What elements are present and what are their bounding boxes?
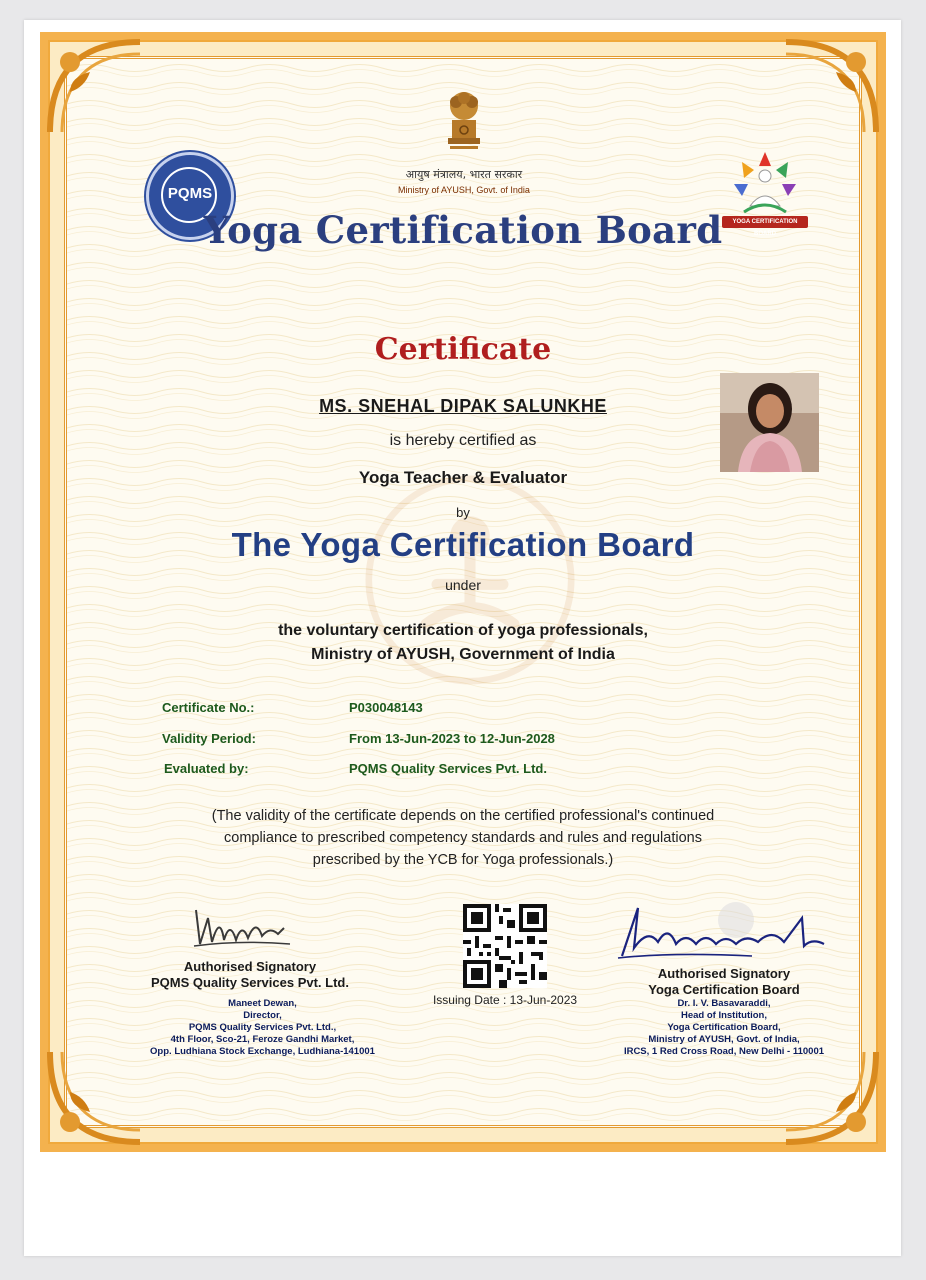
- certified-role: Yoga Teacher & Evaluator: [358, 468, 568, 487]
- validity-label: Validity Period:: [162, 731, 256, 746]
- certificate-heading: Certificate: [374, 332, 552, 367]
- left-signatory-line-1: Maneet Dewan,: [228, 998, 297, 1009]
- ycb-logo-caption: YOGA CERTIFICATION BOARD: [722, 216, 808, 228]
- recipient-name: MS. SNEHAL DIPAK SALUNKHE: [319, 396, 607, 416]
- under-text: under: [445, 577, 481, 593]
- right-signatory-line-2: Head of Institution,: [680, 1010, 768, 1021]
- voluntary-line-1: the voluntary certification of yoga professionals,: [278, 622, 648, 639]
- left-signatory-line-2: Director,: [243, 1010, 282, 1021]
- right-signatory-org: Yoga Certification Board: [648, 982, 800, 997]
- right-signature-image: [612, 898, 838, 964]
- corner-ornament-top-right: [776, 32, 886, 142]
- right-signatory-line-3: Yoga Certification Board,: [667, 1022, 781, 1033]
- validity-note-line-3: prescribed by the YCB for Yoga professionals.): [312, 852, 614, 868]
- ycb-lotus-icon: [720, 146, 810, 222]
- certified-as-text: is hereby certified as: [389, 432, 537, 449]
- validity-note-line-1: (The validity of the certificate depends on the certified professional's continued: [211, 808, 715, 824]
- right-signatory-line-1: Dr. I. V. Basavaraddi,: [677, 998, 771, 1009]
- right-signatory-line-5: IRCS, 1 Red Cross Road, New Delhi - 110001: [623, 1046, 825, 1057]
- person-photo-icon: [720, 373, 819, 472]
- corner-ornament-bottom-right: [776, 1042, 886, 1152]
- board-name: The Yoga Certification Board: [231, 526, 695, 563]
- ministry-line: Ministry of AYUSH, Govt. of India: [398, 185, 530, 195]
- issuing-date: Issuing Date : 13-Jun-2023: [432, 993, 578, 1007]
- pqms-seal-text: PQMS: [167, 185, 213, 202]
- evaluated-by-label: Evaluated by:: [164, 761, 249, 776]
- left-signatory-title: Authorised Signatory: [183, 959, 317, 974]
- national-emblem-icon: [440, 86, 488, 160]
- corner-ornament-top-left: [40, 32, 150, 142]
- certificate-no-value: P030048143: [349, 700, 423, 715]
- qr-code-icon: [463, 904, 547, 988]
- corner-ornament-bottom-left: [40, 1042, 150, 1152]
- board-title: Yoga Certification Board: [203, 208, 723, 252]
- validity-value: From 13-Jun-2023 to 12-Jun-2028: [349, 731, 555, 746]
- by-text: by: [456, 505, 470, 520]
- left-signatory-line-5: Opp. Ludhiana Stock Exchange, Ludhiana-141001: [150, 1046, 375, 1057]
- right-signatory-title: Authorised Signatory: [657, 966, 791, 981]
- left-signatory-org: PQMS Quality Services Pvt. Ltd.: [151, 975, 349, 990]
- right-signatory-line-4: Ministry of AYUSH, Govt. of India,: [648, 1034, 800, 1045]
- evaluated-by-value: PQMS Quality Services Pvt. Ltd.: [349, 761, 547, 776]
- left-signatory-line-3: PQMS Quality Services Pvt. Ltd.,: [188, 1022, 337, 1033]
- voluntary-line-2: Ministry of AYUSH, Government of India: [311, 646, 615, 663]
- ministry-hindi-line: आयुष मंत्रालय, भारत सरकार: [405, 168, 523, 181]
- left-signatory-line-4: 4th Floor, Sco-21, Feroze Gandhi Market,: [170, 1034, 355, 1045]
- certificate-no-label: Certificate No.:: [162, 700, 255, 715]
- validity-note-line-2: compliance to prescribed competency standards and rules and regulations: [224, 830, 702, 846]
- left-signature-image: [190, 900, 310, 952]
- ycb-logo-icon: [720, 146, 810, 236]
- profile-photo: [720, 373, 819, 472]
